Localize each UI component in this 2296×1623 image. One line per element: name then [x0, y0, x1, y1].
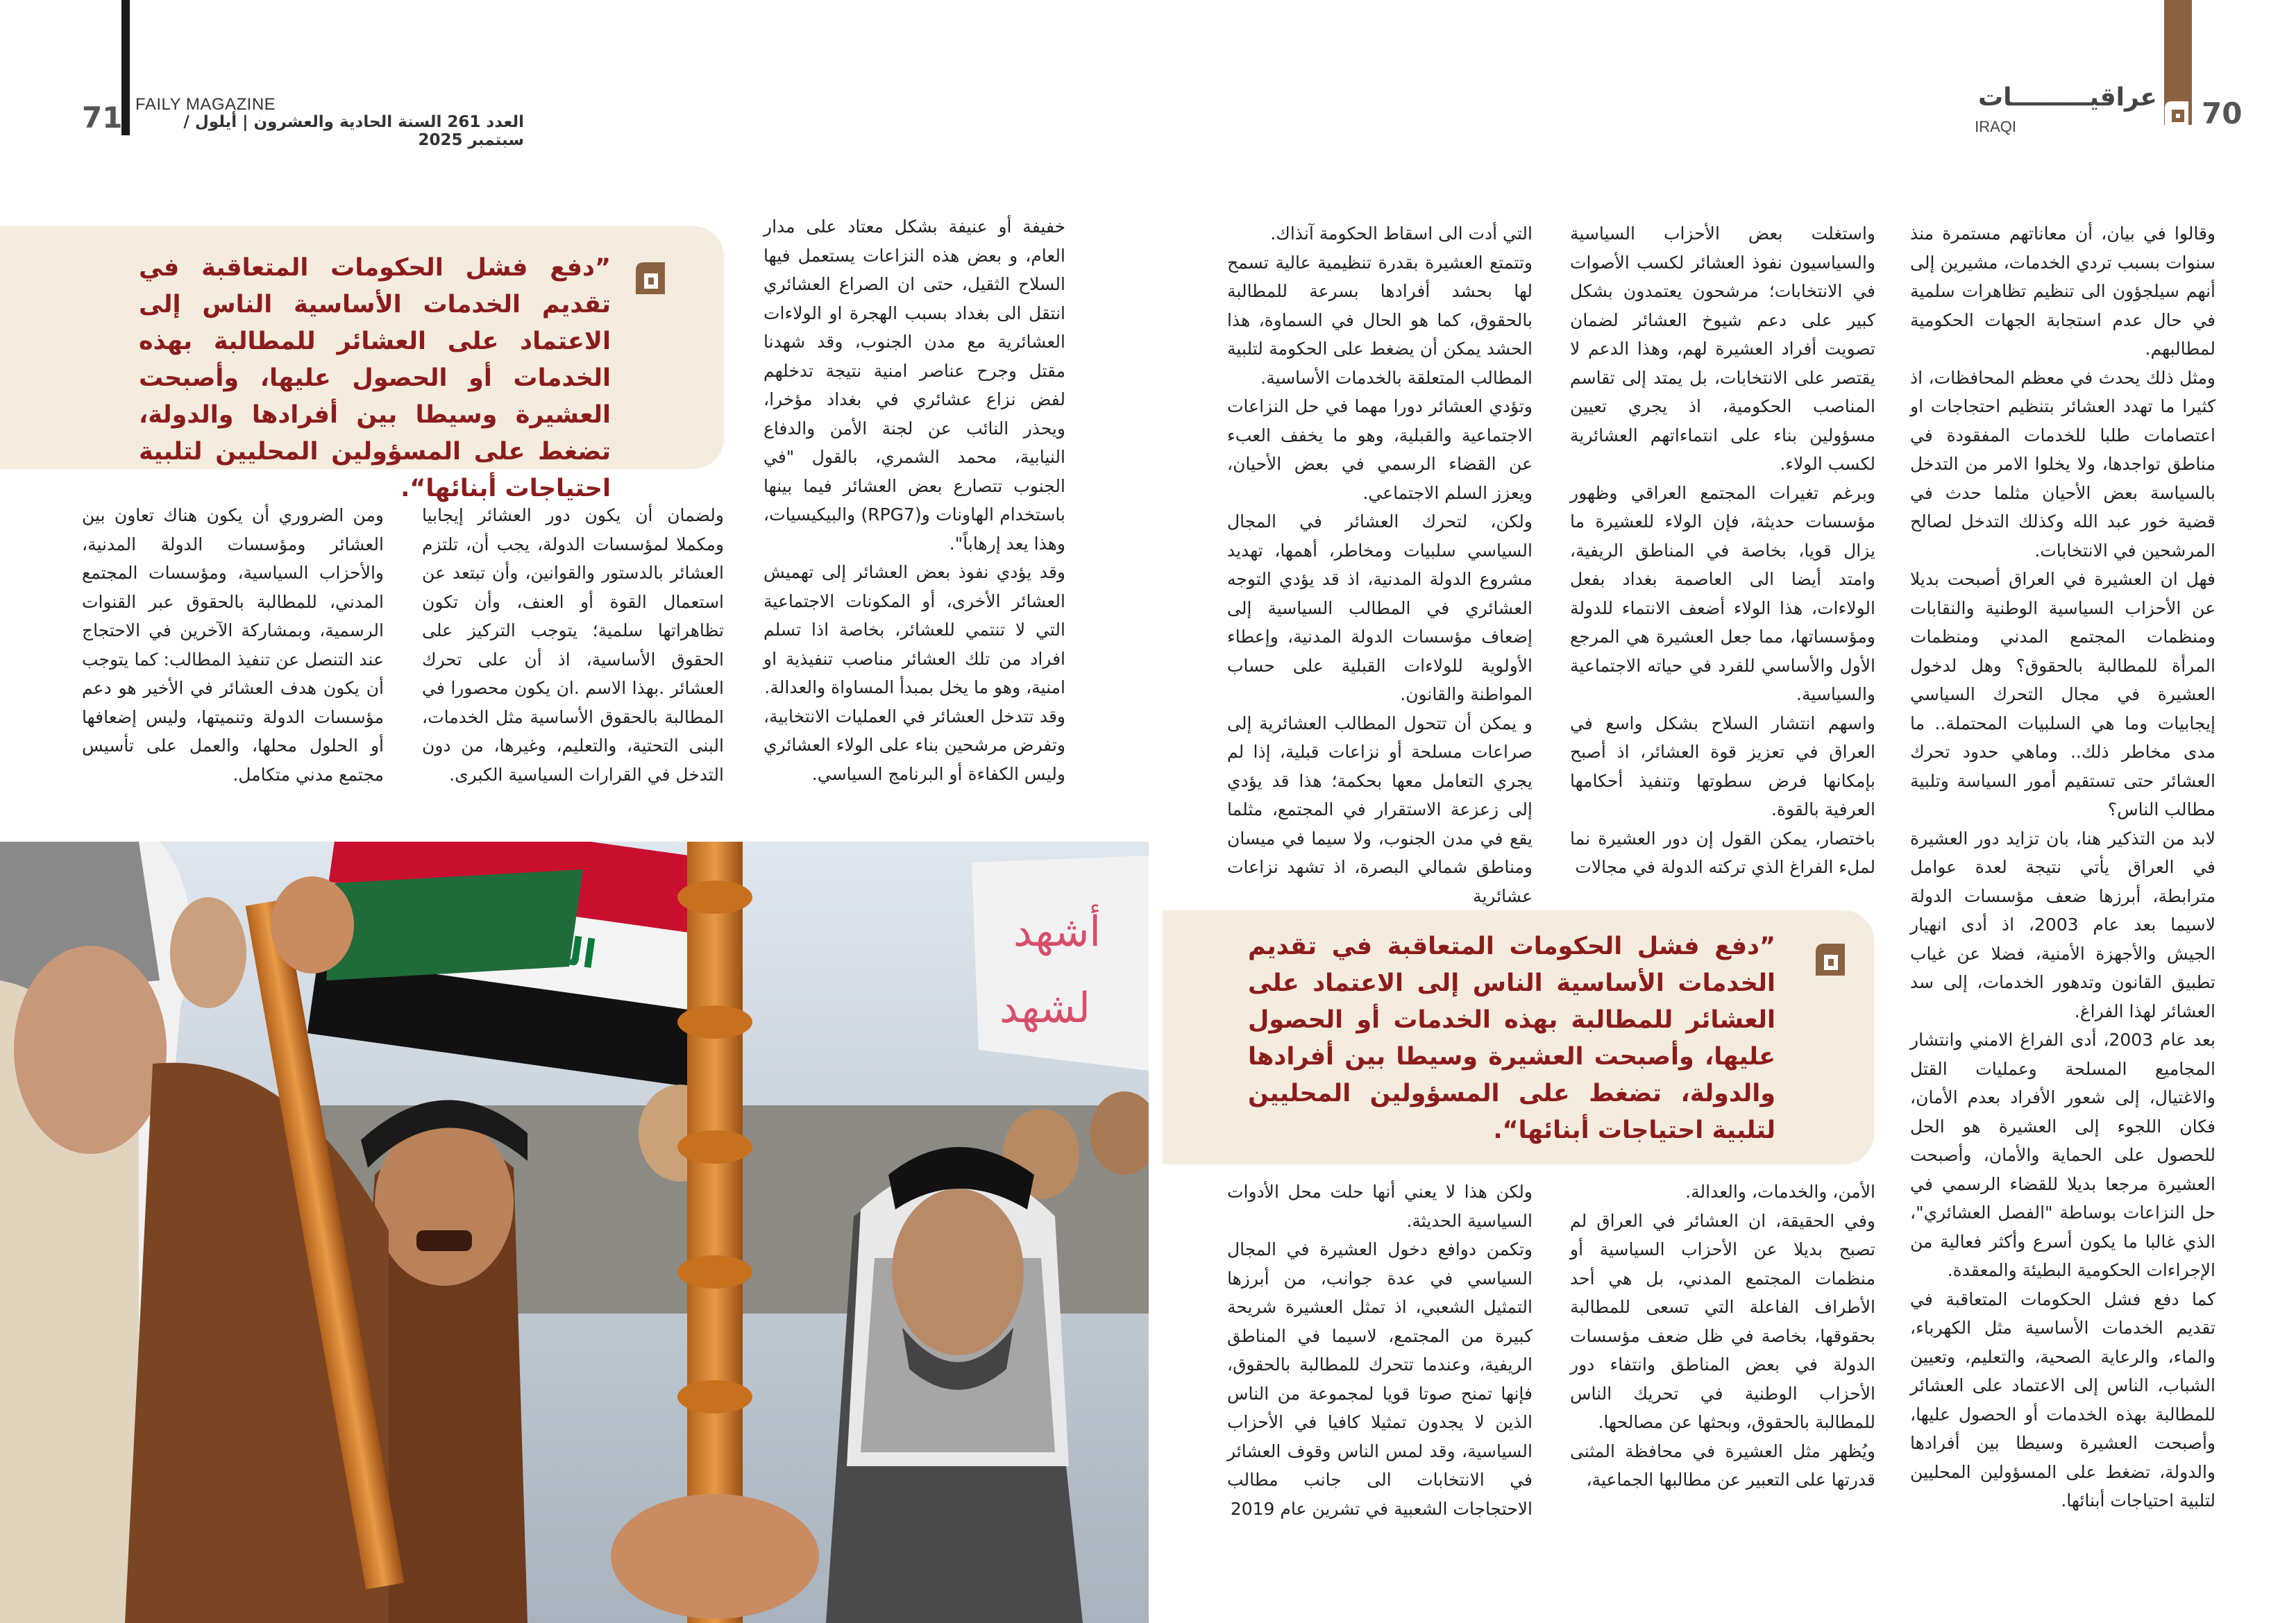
paragraph: وبرغم تغيرات المجتمع العراقي وظهور مؤسسات حديثة، فإن الولاء للعشيرة ما يزال قويا، بخاصة في المناطق الريفية، وامتد أيضا الى العاصمة بغداد بفعل الولاءات، هذا الولاء أضعف الانتماء للدولة ومؤسساتها، مما جعل العشيرة هي المرجع الأول والأساسي للفرد في حياته الاجتماعية والسياسية. — [1570, 482, 1875, 704]
paragraph: ولكن، لتحرك العشائر في المجال السياسي سلبيات ومخاطر، أهمها، تهديد مشروع الدولة المدنية، اذ قد يؤدي التوجه العشائري في المطالب السياسية إلى إضعاف مؤسسات الدولة المدنية، وإعطاء الأولوية للولاءات القبلية على حساب المواطنة والقانون. — [1227, 511, 1533, 704]
paragraph: ويُظهر مثل العشيرة في محافظة المثنى قدرتها على التعبير عن مطالبها الجماعية، — [1570, 1441, 1875, 1490]
paragraph: باختصار، يمكن القول إن دور العشيرة نما لملء الفراغ الذي تركته الدولة في مجالات — [1570, 828, 1875, 877]
pull-quote-text: ”دفع فشل الحكومات المتعاقبة في تقديم الخدمات الأساسية الناس إلى الاعتماد على العشائر للمطالبة بهذه الخدمات أو الحصول عليها، وأصبحت العشيرة وسيطا بين أفرادها والدولة، تضغط على المسؤولين المحليين لتلبية احتياجات أبنائها“. — [1248, 933, 1775, 1144]
pull-quote-text: ”دفع فشل الحكومات المتعاقبة في تقديم الخدمات الأساسية الناس إلى الاعتماد على العشائر للمطالبة بهذه الخدمات أو الحصول عليها، وأصبحت العشيرة وسيطا بين أفرادها والدولة، تضغط على المسؤولين المحليين لتلبية احتياجات أبنائها“. — [139, 254, 611, 502]
left-page-number: 71 — [82, 101, 123, 135]
pull-quote-right — [1163, 910, 1874, 1164]
paragraph: التي أدت الى اسقاط الحكومة آنذاك. — [1270, 223, 1533, 244]
photo-illustration — [0, 842, 1149, 1623]
photo-tribal-gathering — [0, 842, 1149, 1623]
paragraph: ولضمان أن يكون دور العشائر إيجابيا ومكملا لمؤسسات الدولة، يجب أن، تلتزم العشائر بالدستور والقوانين، وأن تبتعد عن استعمال القوة أو العنف، وأن تكون تظاهراتها سلمية؛ يتوجب التركيز على الحقوق الأساسية، اذ أن على تحرك العشائر .بهذا الاسم .ان يكون محصورا في المطالبة بالحقوق الأساسية مثل الخدمات، البنى التحتية، والتعليم، وغيرها، من دون التدخل في القرارات السياسية الكبرى. — [422, 505, 724, 785]
paragraph: و يمكن أن تتحول المطالب العشائرية إلى صراعات مسلحة أو نزاعات قبلية، إذا لم يجري التعامل معها بحكمة؛ هذا قد يؤدي إلى زعزعة الاستقرار في المجتمع، مثلما يقع في مدن الجنوب، ولا سيما في ميسان ومناطق شمالي البصرة، اذ تشهد نزاعات عشائرية — [1227, 713, 1533, 906]
paragraph: الأمن، والخدمات، والعدالة. — [1685, 1182, 1875, 1202]
section-title: عراقيـــــــــات — [1977, 83, 2157, 112]
paragraph: خفيفة أو عنيفة بشكل معتاد على مدار العام، و بعض هذه النزاعات يستعمل فيها السلاح الثقيل، حتى ان الصراع العشائري انتقل الى بغداد بسبب الهجرة او الولاءات العشائرية مع مدن الجنوب، وقد شهدنا مقتل وجرح عناصر امنية نتيجة تدخلهم لفض نزاع عشائري في بغداد مؤخرا، ويحذر النائب عن لجنة الأمن والدفاع النيابية، محمد الشمري، بالقول "في الجنوب تتصارع بعض العشائر فيما بينها باستخدام الهاونات و(RPG7) والبيكيسيات، وهذا يعد إرهاباً". — [763, 216, 1066, 554]
paragraph: وتكمن دوافع دخول العشيرة في المجال السياسي في عدة جوانب، من أبرزها التمثيل الشعبي، اذ تمثل العشيرة شريحة كبيرة من المجتمع، لاسيما في المناطق الريفية، وعندما تتحرك للمطالبة بالحقوق، فإنها تمنح صوتا قويا لمجموعة من الناس الذين لا يجدون تمثيلا كافيا في الأحزاب السياسية، وقد لمس الناس وقوف العشائر في الانتخابات الى جانب مطالب الاحتجاجات الشعبية في تشرين عام 2019 — [1227, 1239, 1533, 1519]
left-col-3 — [82, 501, 384, 799]
right-col-2-top — [1570, 219, 1875, 885]
paragraph: لابد من التذكير هنا، بان تزايد دور العشيرة في العراق يأتي نتيجة لعدة عوامل مترابطة، أبرزها ضعف مؤسسات الدولة لاسيما بعد عام 2003، اذ أدى انهيار الجيش والأجهزة الأمنية، فضلا عن غياب تطبيق القانون وتدهور الخدمات، إلى سد العشائر لهذا الفراغ. — [1910, 828, 2215, 1021]
paragraph: وقد يؤدي نفوذ بعض العشائر إلى تهميش العشائر الأخرى، أو المكونات الاجتماعية التي لا تنتمي للعشائر، بخاصة اذا تسلم افراد من تلك العشائر مناصب تنفيذية او امنية، وهو ما يخل بمبدأ المساواة والعدالة. — [763, 562, 1065, 697]
paragraph: بعد عام 2003، أدى الفراغ الامني وانتشار المجاميع المسلحة وعمليات القتل والاغتيال، إلى شعور الأفراد بعدم الأمان، فكان اللجوء إلى العشيرة هو الحل للحصول على الحماية والأمان، وأصبحت العشيرة مرجعا بديلا للقضاء الرسمي في حل النزاعات بوساطة "الفصل العشائري"، الذي غالبا ما يكون أسرع وأكثر فعالية من الإجراءات الحكومية البطيئة والمعقدة. — [1910, 1030, 2215, 1280]
paragraph: ولكن هذا لا يعني أنها حلت محل الأدوات السياسية الحديثة. — [1227, 1182, 1533, 1231]
paragraph: كما دفع فشل الحكومات المتعاقبة في تقديم الخدمات الأساسية مثل الكهرباء، والماء، والرعاية الصحية، والتعليم، وتعيين الشباب، الناس إلى الاعتماد على العشائر للمطالبة بهذه الخدمات أو الحصول عليها، وأصبحت العشيرة وسيطا بين أفرادها والدولة، تضغط على المسؤولين المحليين لتلبية احتياجات أبنائها. — [1910, 1289, 2215, 1511]
quote-logo-icon — [1813, 940, 1848, 978]
svg-text:لشهد: لشهد — [999, 984, 1090, 1033]
paragraph: وقالوا في بيان، أن معاناتهم مستمرة منذ سنوات بسبب تردي الخدمات، مشيرين إلى أنهم سيلجؤون الى تنظيم تظاهرات سلمية في حال عدم استجابة الجهات الحكومية لمطالبهم. — [1910, 223, 2215, 359]
paragraph: واسهم انتشار السلاح بشكل واسع في العراق في تعزيز قوة العشائر، اذ أصبح بإمكانها فرض سطوتها وتنفيذ أحكامها العرفية بالقوة. — [1570, 713, 1875, 819]
magazine-name: FAILY MAGAZINE — [135, 95, 276, 114]
right-page-number: 70 — [2202, 96, 2243, 130]
section-subtitle: IRAQI — [1975, 118, 2016, 135]
left-col-2 — [422, 501, 724, 799]
paragraph: ومن الضروري أن يكون هناك تعاون بين العشائر ومؤسسات الدولة المدنية، والأحزاب السياسية، ومؤسسات المجتمع المدني، للمطالبة بالحقوق عبر القنوات الرسمية، وبمشاركة الآخرين في الاحتجاج عند التنصل عن تنفيذ المطالب: كما يتوجب أن يكون هدف العشائر في الأخير هو دعم مؤسسات الدولة وتنميتها، وليس إضعافها أو الحلول محلها، والعمل على تأسيس مجتمع مدني متكامل. — [82, 505, 384, 785]
left-header-bar — [121, 0, 130, 135]
right-col-2-bottom — [1570, 1178, 1875, 1504]
right-col-1 — [1910, 219, 2215, 1511]
pull-quote-left — [0, 226, 724, 502]
paragraph: وتؤدي العشائر دورا مهما في حل النزاعات الاجتماعية والقبلية، وهو ما يخفف العبء عن القضاء الرسمي في بعض الأحيان، ويعزز السلم الاجتماعي. — [1227, 396, 1533, 503]
logo-icon — [2162, 97, 2193, 128]
paragraph: وفي الحقيقة، ان العشائر في العراق لم تصبح بديلا عن الأحزاب السياسية أو منظمات المجتمع المدني، بل هي أحد الأطراف الفاعلة التي تسعى للمطالبة بحقوقها، بخاصة في ظل ضعف مؤسسات الدولة في بعض المناطق وانتفاء دور الأحزاب الوطنية في تحريك الناس للمطالبة بالحقوق، وبحثها عن مصالحها. — [1570, 1210, 1875, 1432]
left-col-1 — [763, 212, 1065, 837]
paragraph: ومثل ذلك يحدث في معظم المحافظات، اذ كثيرا ما تهدد العشائر بتنظيم احتجاجات او اعتصامات طلبا للخدمات المفقودة في مناطق تواجدها، ولا يخلوا الامر من التدخل بالسياسة بعض الأحيان مثلما حدث في قضية خور عبد الله وكذلك التدخل لصالح المرشحين في الانتخابات. — [1910, 367, 2215, 561]
quote-logo-icon — [633, 258, 668, 297]
svg-text:أشهد: أشهد — [1013, 908, 1101, 956]
issue-line: العدد 261 السنة الحادية والعشرون | أيلول / سبتمبر 2025 — [183, 113, 524, 149]
right-col-3-bottom — [1227, 1178, 1533, 1519]
paragraph: وتتمتع العشيرة بقدرة تنظيمية عالية تسمح لها بحشد أفرادها بسرعة للمطالبة بالحقوق، كما هو الحال في السماوة، هذا الحشد يمكن أن يضغط على الحكومة لتلبية المطالب المتعلقة بالخدمات الأساسية. — [1227, 252, 1533, 388]
paragraph: وقد تتدخل العشائر في العمليات الانتخابية، وتفرض مرشحين بناء على الولاء العشائري وليس الكفاءة أو البرنامج السياسي. — [763, 706, 1065, 784]
right-col-3-top — [1227, 219, 1533, 906]
paragraph: واستغلت بعض الأحزاب السياسية والسياسيون نفوذ العشائر لكسب الأصوات في الانتخابات؛ مرشحون يعتمدون بشكل كبير على دعم شيوخ العشائر لضمان تصويت أفراد العشيرة لهم، وهذا الدعم لا يقتصر على الانتخابات، بل يمتد إلى تقاسم المناصب الحكومية، اذ يجري تعيين مسؤولين بناء على انتماءاتهم العشائرية لكسب الولاء. — [1570, 223, 1875, 474]
paragraph: فهل ان العشيرة في العراق أصبحت بديلا عن الأحزاب السياسية الوطنية والنقابات ومنظمات المجتمع المدني ومنظمات المرأة للمطالبة بالحقوق؟ وهل لدخول العشيرة في مجال التحرك السياسي إيجابيات وما هي السلبيات المحتملة.. ما مدى مخاطر ذلك.. وماهي حدود تحرك العشائر حتى تستقيم أمور السياسة وتلبية مطالب الناس؟ — [1910, 569, 2215, 819]
